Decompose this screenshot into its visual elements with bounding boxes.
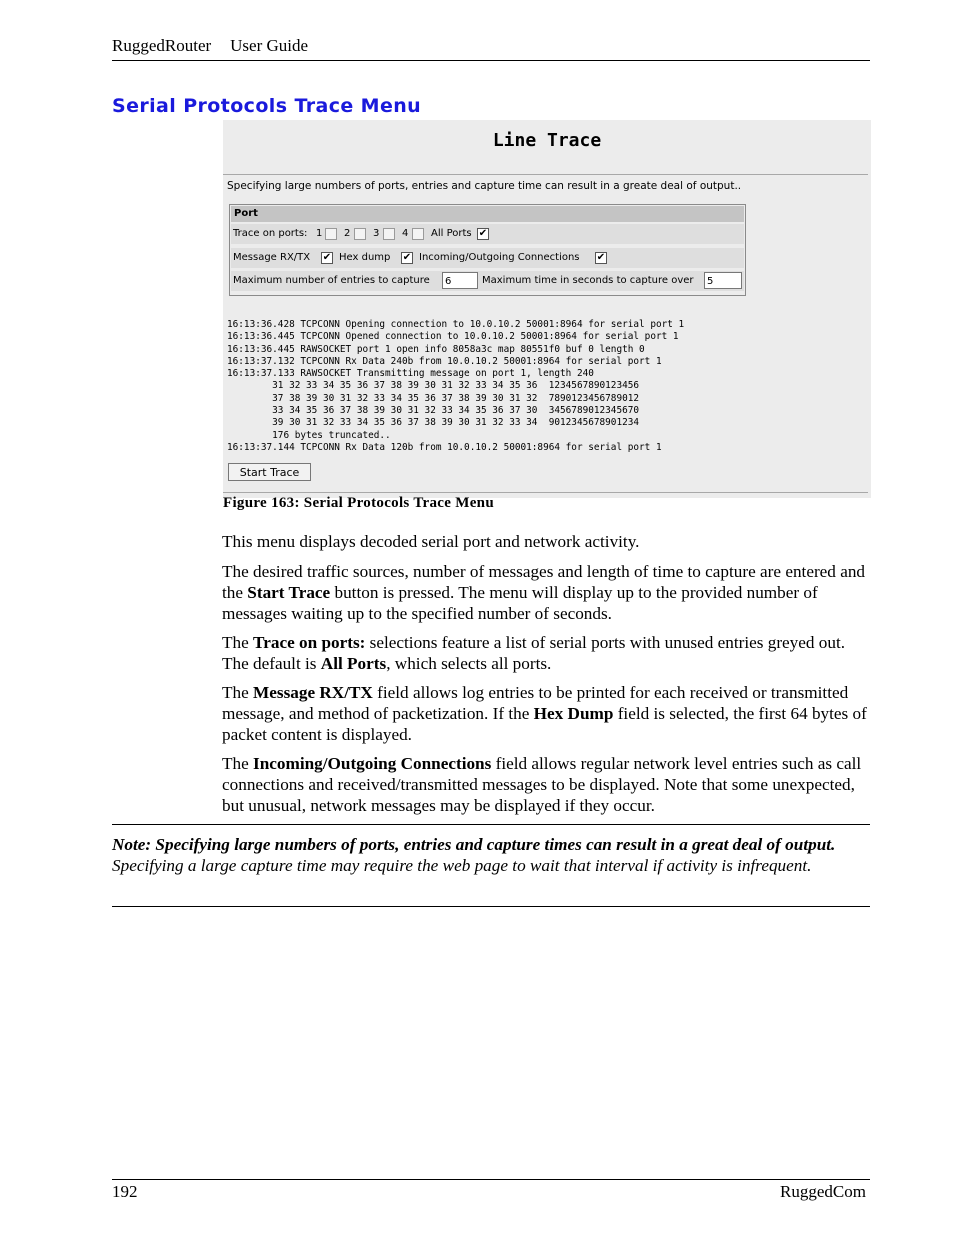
footer-company: RuggedCom xyxy=(780,1182,866,1201)
start-trace-button[interactable]: Start Trace xyxy=(228,463,311,481)
trace-line: 16:13:37.133 RAWSOCKET Transmitting message on port 1, length 240 xyxy=(227,368,594,380)
trace-line: 16:13:37.132 TCPCONN Rx Data 240b from 10.0.10.2 50001:8964 for serial port 1 xyxy=(227,355,662,367)
header-rule xyxy=(112,60,870,61)
note-lead: Note: Specifying large numbers of ports, entries and capture times can result in a great deal of output. xyxy=(112,835,836,854)
p2-text: The desired traffic sources, number of messages and length of time to capture are entered and the xyxy=(222,562,866,602)
trace-line: 37 38 39 30 31 32 33 34 35 36 37 38 39 30 31 32 7890123456789012 xyxy=(227,392,640,404)
trace-output xyxy=(227,319,684,454)
bottom-divider xyxy=(223,492,868,493)
port-group-header xyxy=(231,206,744,222)
p4-hex-dump: Hex Dump xyxy=(533,704,614,723)
trace-options-form xyxy=(229,204,746,296)
port-2-label: 2 xyxy=(344,228,351,239)
output-warning: Specifying large numbers of ports, entries and capture time can result in a greate deal of output.. xyxy=(227,180,742,192)
port-3-label: 3 xyxy=(373,228,380,239)
trace-line: 33 34 35 36 37 38 39 30 31 32 33 34 35 36 37 30 3456789012345670 xyxy=(227,405,640,417)
paragraph-4 xyxy=(222,682,874,745)
message-rxtx-checkbox[interactable]: ✔ xyxy=(322,252,332,263)
footer-rule xyxy=(112,1179,870,1180)
trace-line: 176 bytes truncated.. xyxy=(227,429,391,441)
p3-text: The xyxy=(222,633,254,652)
paragraph-2 xyxy=(222,561,874,624)
line-trace-title: Line Trace xyxy=(492,130,602,151)
p4-message-rxtx: Message RX/TX xyxy=(253,683,373,702)
p5-text-end: field allows regular network level entries such as call connections and received/transmitted messages to be displayed. Note that some unexpected, but unusual, network messages may be displayed if they occur. xyxy=(222,754,862,815)
capture-limits-row xyxy=(231,271,744,291)
p2-start-trace: Start Trace xyxy=(247,583,331,602)
port-1-checkbox[interactable] xyxy=(325,228,337,240)
all-ports-label: All Ports xyxy=(431,228,472,239)
max-entries-label: Maximum number of entries to capture xyxy=(233,275,430,286)
hex-dump-label: Hex dump xyxy=(339,252,391,263)
port-2-checkbox[interactable] xyxy=(354,228,366,240)
p4-text-mid: field allows log entries to be printed for each received or transmitted message, and method of packetization. If the xyxy=(222,683,849,723)
note-rest: Specifying a large capture time may require the web page to wait that interval if activity is infrequent. xyxy=(112,856,812,875)
line-trace-screenshot xyxy=(223,120,871,498)
note-block xyxy=(112,834,872,876)
incoming-outgoing-label: Incoming/Outgoing Connections xyxy=(419,252,580,263)
message-options-row xyxy=(231,248,744,268)
port-4-checkbox[interactable] xyxy=(412,228,424,240)
all-ports-checkbox[interactable]: ✔ xyxy=(478,228,488,239)
note-bottom-rule xyxy=(112,906,870,907)
section-title: Serial Protocols Trace Menu xyxy=(112,95,422,117)
port-group-label: Port xyxy=(234,208,258,219)
port-3-checkbox[interactable] xyxy=(383,228,395,240)
p2-text-end: button is pressed. The menu will display up to the provided number of messages waiting up to the specified number of seconds. xyxy=(222,583,818,623)
port-4-label: 4 xyxy=(402,228,409,239)
max-entries-input[interactable]: 6 xyxy=(442,272,478,289)
trace-line: 16:13:36.445 TCPCONN Opened connection to 10.0.10.2 50001:8964 for serial port 1 xyxy=(227,331,679,343)
max-time-label: Maximum time in seconds to capture over xyxy=(482,275,694,286)
trace-ports-row xyxy=(231,224,744,244)
figure-caption: Figure 163: Serial Protocols Trace Menu xyxy=(223,495,494,511)
p3-trace-on-ports: Trace on ports: xyxy=(253,633,366,652)
paragraph-5 xyxy=(222,753,874,816)
hex-dump-checkbox[interactable]: ✔ xyxy=(402,252,412,263)
p3-all-ports: All Ports xyxy=(320,654,387,673)
trace-line: 16:13:36.428 TCPCONN Opening connection to 10.0.10.2 50001:8964 for serial port 1 xyxy=(227,319,685,330)
trace-line: 16:13:37.144 TCPCONN Rx Data 120b from 10.0.10.2 50001:8964 for serial port 1 xyxy=(227,441,662,453)
incoming-outgoing-checkbox[interactable]: ✔ xyxy=(596,252,606,263)
page-number: 192 xyxy=(112,1182,138,1201)
trace-line: 39 30 31 32 33 34 35 36 37 38 39 30 31 32 33 34 9012345678901234 xyxy=(227,417,640,429)
title-divider xyxy=(223,174,868,175)
p4-text-end: field is selected, the first 64 bytes of packet content is displayed. xyxy=(222,704,867,744)
header-product: RuggedRouter xyxy=(112,36,212,55)
trace-on-ports-label: Trace on ports: xyxy=(233,228,308,239)
running-header xyxy=(112,36,308,56)
message-rxtx-label: Message RX/TX xyxy=(233,252,311,263)
header-doc-title: User Guide xyxy=(230,36,309,55)
trace-line: 31 32 33 34 35 36 37 38 39 30 31 32 33 34 35 36 1234567890123456 xyxy=(227,380,640,392)
paragraph-3 xyxy=(222,632,874,674)
p5-incoming-outgoing: Incoming/Outgoing Connections xyxy=(253,754,492,773)
p4-text: The xyxy=(222,683,254,702)
max-time-input[interactable]: 5 xyxy=(704,272,742,289)
p3-text-end: , which selects all ports. xyxy=(386,654,552,673)
p5-text: The xyxy=(222,754,254,773)
paragraph-1: This menu displays decoded serial port and network activity. xyxy=(222,532,640,551)
note-top-rule xyxy=(112,824,870,825)
p3-text-mid: selections feature a list of serial ports with unused entries greyed out. The default is xyxy=(222,633,846,673)
trace-line: 16:13:36.445 RAWSOCKET port 1 open info 8058a3c map 80551f0 buf 0 length 0 xyxy=(227,343,645,355)
port-1-label: 1 xyxy=(316,228,323,239)
